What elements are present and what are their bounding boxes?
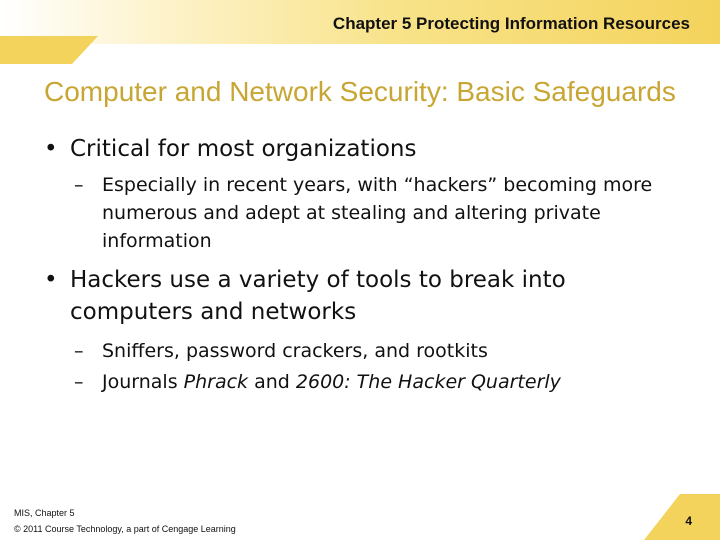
page-number: 4 xyxy=(685,514,692,528)
sub-bullet-dash: – xyxy=(74,340,84,362)
bullet-text: Hackers use a variety of tools to break into computers and networks xyxy=(70,267,566,325)
journals-prefix: Journals xyxy=(102,371,184,393)
sub-bullet-dash: – xyxy=(74,371,84,393)
bullet-text: Critical for most organizations xyxy=(70,136,417,162)
sub-bullet-text: Especially in recent years, with “hackers” becoming more numerous and adept at stealing and altering private information xyxy=(102,174,653,252)
bullet-dot: • xyxy=(44,136,58,162)
journals-middle: and xyxy=(248,371,296,393)
header-tab-shape xyxy=(0,36,98,66)
sub-bullet-dash: – xyxy=(74,174,84,196)
journal-title-2600: 2600: The Hacker Quarterly xyxy=(295,371,561,393)
sub-bullet-item xyxy=(74,171,664,255)
sub-bullet-text xyxy=(74,368,684,396)
footer-course: MIS, Chapter 5 xyxy=(14,508,75,518)
journal-title-phrack: Phrack xyxy=(183,371,249,393)
bullet-item xyxy=(44,134,684,164)
sub-bullet-item xyxy=(74,337,664,365)
bullet-dot: • xyxy=(44,267,58,293)
bullet-item xyxy=(44,264,684,328)
page-number-tab xyxy=(644,494,720,540)
sub-bullet-item xyxy=(74,368,684,396)
sub-bullet-text: Sniffers, password crackers, and rootkits xyxy=(102,340,488,362)
slide-title: Computer and Network Security: Basic Safeguards xyxy=(44,76,676,107)
chapter-title: Chapter 5 Protecting Information Resources xyxy=(332,14,690,33)
footer-copyright: © 2011 Course Technology, a part of Cengage Learning xyxy=(14,524,236,534)
